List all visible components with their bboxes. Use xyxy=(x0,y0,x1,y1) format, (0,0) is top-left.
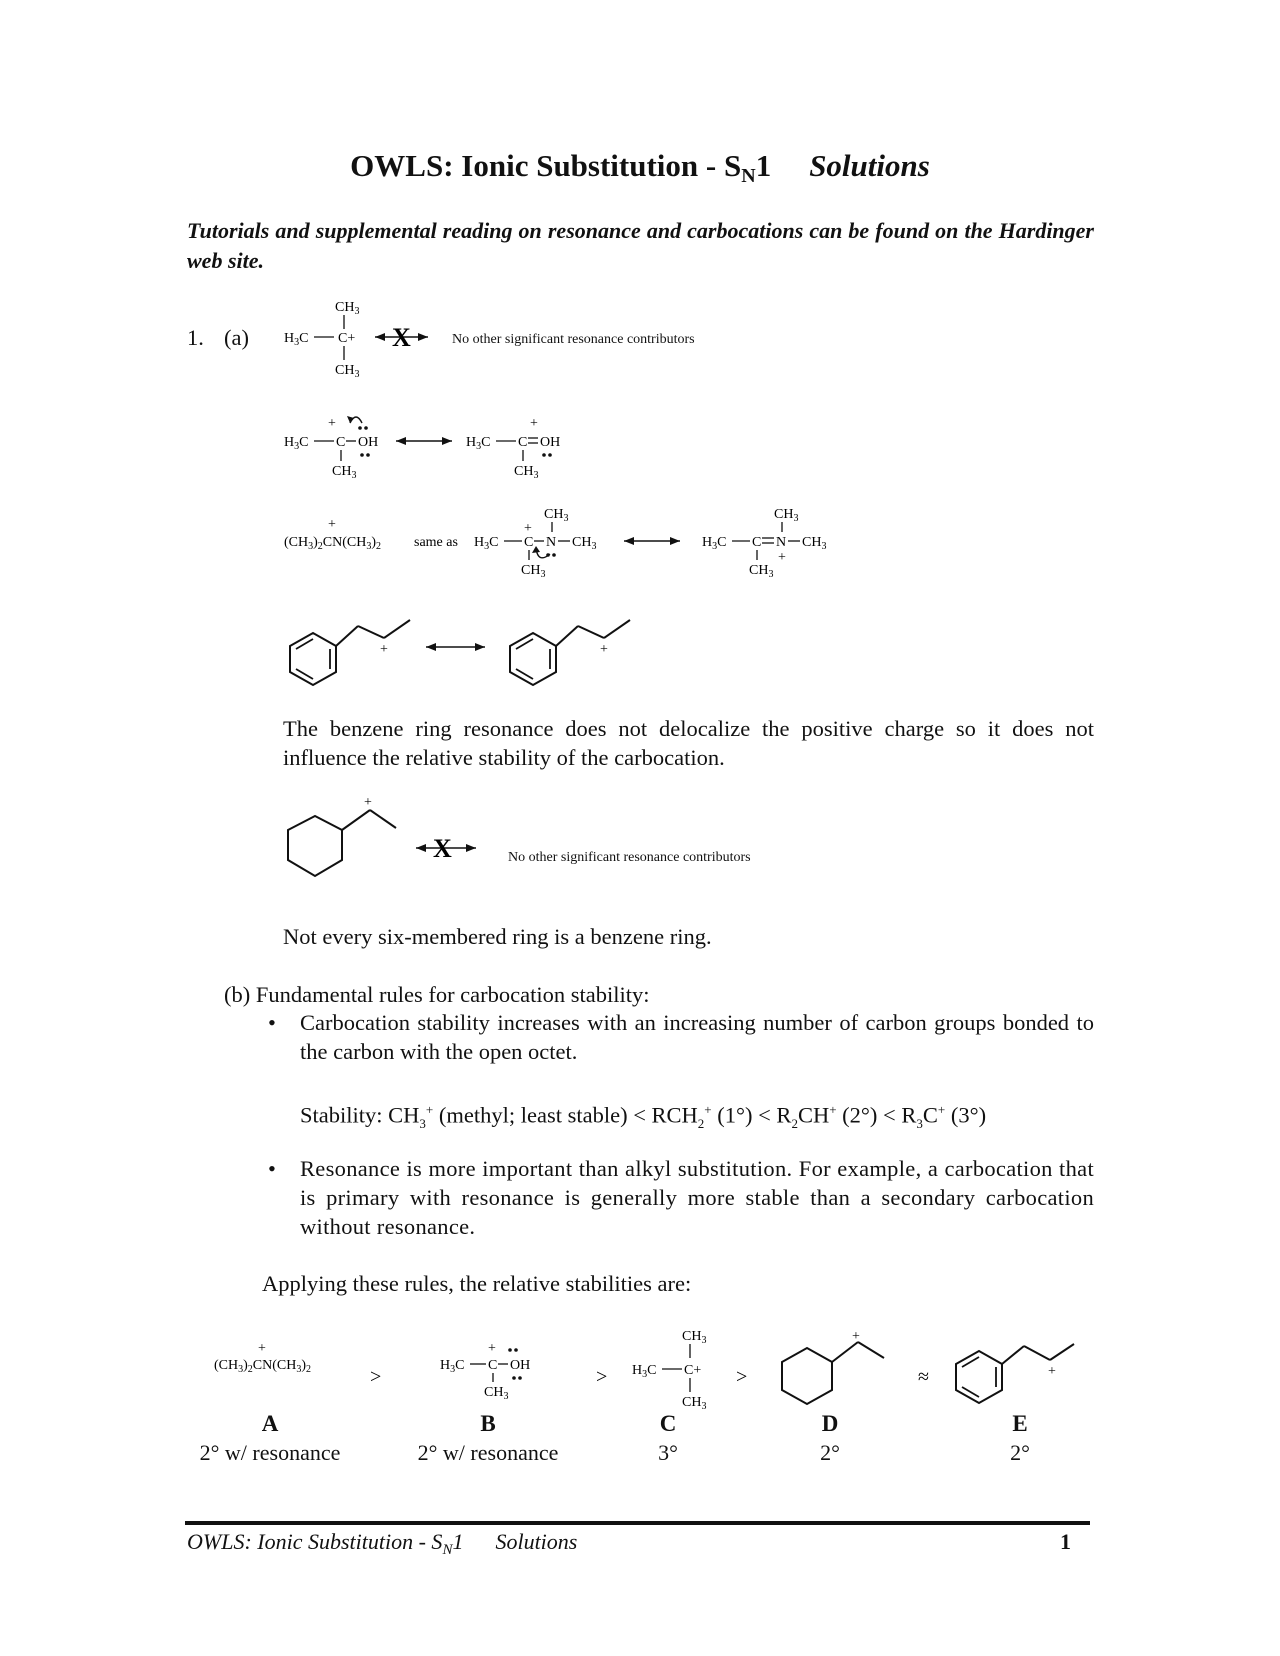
rank-a-letter: A xyxy=(261,1411,279,1436)
svg-text:X: X xyxy=(433,834,452,863)
stability-line: Stability: $CH_3^+$ (methyl; least stable) < $RCH_2^+$ $(1^\circ) < R_2CH^+$ $(2^\circ) < R_3C^+$ (3°) xyxy=(300,1102,987,1131)
label-cplus: C+ xyxy=(338,331,356,346)
svg-text:N: N xyxy=(776,535,787,550)
page-number: 1 xyxy=(1060,1529,1071,1554)
svg-text:C+: C+ xyxy=(684,1363,702,1378)
footer-solutions: Solutions xyxy=(495,1529,578,1554)
svg-text:H3C: $H_3C$ xyxy=(284,435,309,452)
svg-text:CH3: $CH_3$ xyxy=(774,507,799,524)
svg-text:+: + xyxy=(364,798,372,810)
label-ch3-top: $CH_3$ xyxy=(335,300,360,317)
stability-tail: (methyl; least stable) < RCH xyxy=(433,1102,698,1128)
svg-text:CH3: $CH_3$ xyxy=(514,464,539,481)
stability-3: (2°) < R xyxy=(836,1102,917,1128)
footer-subscript: N xyxy=(442,1542,453,1558)
svg-text:CH3: $CH_3$ xyxy=(332,464,357,481)
svg-text:(CH3)2CN(CH3)2: $(CH_3)_2CN(CH_3)_2$ xyxy=(284,535,382,552)
title-subscript: N xyxy=(741,165,756,187)
cross-mark: X xyxy=(392,323,411,352)
same-as-label: same as xyxy=(414,535,458,550)
svg-text:+: + xyxy=(488,1341,496,1356)
footer-after: 1 xyxy=(452,1529,464,1554)
rank-d-desc: 2° xyxy=(820,1440,840,1465)
rank-op-1: > xyxy=(370,1366,382,1388)
svg-text:+: + xyxy=(778,550,786,565)
rank-op-2: > xyxy=(596,1366,608,1388)
rank-a-desc: 2° w/ resonance xyxy=(199,1440,341,1465)
rank-e-desc: 2° xyxy=(1010,1440,1030,1465)
no-contrib-note-2: No other significant resonance contributors xyxy=(508,850,751,865)
title-after: 1 xyxy=(755,148,772,183)
svg-text:+: + xyxy=(258,1341,266,1356)
ring-note: Not every six-membered ring is a benzene ring. xyxy=(283,924,712,949)
stability-1: (1°) < R xyxy=(711,1102,792,1128)
svg-text:N: N xyxy=(546,535,557,550)
bullet-dot-1: • xyxy=(268,1010,276,1035)
svg-text:+: + xyxy=(1048,1364,1056,1379)
structure-cyclohexyl xyxy=(280,798,520,898)
benzene-note: The benzene ring resonance does not delocalize the positive charge so it does not influence the relative stability of the carbocation. xyxy=(283,716,1094,770)
svg-text:H3C: $H_3C$ xyxy=(702,535,727,552)
svg-text:C: C xyxy=(752,535,762,550)
title-solutions: Solutions xyxy=(809,148,930,183)
svg-text:+: + xyxy=(852,1330,860,1344)
svg-text:OH: OH xyxy=(510,1358,531,1373)
bullet-2: Resonance is more important than alkyl substitution. For example, a carbocation that is primary with resonance is generally more stable than a secondary carbocation without resonance. xyxy=(300,1156,1094,1239)
page-title xyxy=(0,148,1280,188)
footer-rule xyxy=(185,1521,1090,1525)
svg-text:OH: OH xyxy=(358,435,379,450)
rank-c-letter: C xyxy=(659,1411,677,1436)
svg-text:CH3: $CH_3$ xyxy=(682,1330,707,1346)
rank-b-desc: 2° w/ resonance xyxy=(417,1440,559,1465)
svg-text:H3C: $H_3C$ xyxy=(632,1363,657,1380)
no-contrib-note-1: No other significant resonance contributors xyxy=(452,332,695,347)
bullet-1: Carbocation stability increases with an increasing number of carbon groups bonded to the carbon with the open octet. xyxy=(300,1010,1094,1064)
rank-b-letter: B xyxy=(480,1411,496,1436)
svg-text:CH3: $CH_3$ xyxy=(572,535,597,552)
rank-op-4: ≈ xyxy=(918,1366,929,1388)
svg-text:OH: OH xyxy=(540,435,561,450)
svg-text:C: C xyxy=(336,435,346,450)
svg-text:C: C xyxy=(524,535,534,550)
svg-text:+: + xyxy=(524,521,532,536)
part-a-label: (a) xyxy=(224,325,249,350)
rank-d-letter: D xyxy=(821,1411,839,1436)
svg-text:CH3: $CH_3$ xyxy=(749,563,774,580)
rank-c-desc: 3° xyxy=(658,1440,678,1465)
svg-text:C: C xyxy=(518,435,528,450)
structure-phenylbutyl xyxy=(280,608,660,698)
svg-text:+: + xyxy=(530,416,538,431)
svg-text:H3C: $H_3C$ xyxy=(440,1358,465,1375)
stability-4: C xyxy=(922,1102,938,1128)
stability-2: CH xyxy=(797,1102,830,1128)
stability-5: (3°) xyxy=(945,1102,987,1128)
struct-d xyxy=(782,1330,884,1404)
rank-op-3: > xyxy=(736,1366,748,1388)
svg-text:CH3: $CH_3$ xyxy=(484,1385,509,1402)
part-b-heading: (b) Fundamental rules for carbocation stability: xyxy=(224,982,650,1007)
svg-text:CH3: $CH_3$ xyxy=(682,1395,707,1412)
footer-main: OWLS: Ionic Substitution - S xyxy=(187,1529,443,1554)
svg-text:+: + xyxy=(380,642,388,657)
question-number: 1. xyxy=(187,325,204,350)
title-main: OWLS: Ionic Substitution - S xyxy=(350,148,742,183)
structure-iminium xyxy=(280,506,880,586)
applying-line: Applying these rules, the relative stabilities are: xyxy=(262,1271,692,1296)
svg-text:H3C: $H_3C$ xyxy=(474,535,499,552)
label-ch3-bottom: $CH_3$ xyxy=(335,363,360,380)
struct-e xyxy=(956,1344,1074,1403)
svg-text:CH3: $CH_3$ xyxy=(544,507,569,524)
struct-b xyxy=(440,1341,530,1402)
svg-text:CH3: $CH_3$ xyxy=(802,535,827,552)
cyclohexane-ring xyxy=(288,816,342,876)
rank-e-letter: E xyxy=(1012,1411,1028,1436)
svg-text:H3C: $H_3C$ xyxy=(466,435,491,452)
svg-text:C: C xyxy=(488,1358,498,1373)
bullet-dot-2: • xyxy=(268,1156,276,1181)
svg-text:CH3: $CH_3$ xyxy=(521,563,546,580)
struct-c xyxy=(632,1330,706,1412)
benzene-ring-2 xyxy=(510,633,556,685)
structure-oxocarbenium xyxy=(280,405,600,485)
stability-prefix: Stability: xyxy=(300,1102,389,1128)
intro-paragraph: Tutorials and supplemental reading on resonance and carbocations can be found on the Hardinger web site. xyxy=(187,218,1094,273)
label-h3c: $H_3C$ xyxy=(284,331,309,348)
svg-text:+: + xyxy=(328,416,336,431)
footer-title xyxy=(187,1529,577,1559)
svg-text:+: + xyxy=(600,642,608,657)
svg-text:+: + xyxy=(328,517,336,532)
struct-a: $(CH_3)_2CN(CH_3)_2$ xyxy=(214,1358,312,1375)
